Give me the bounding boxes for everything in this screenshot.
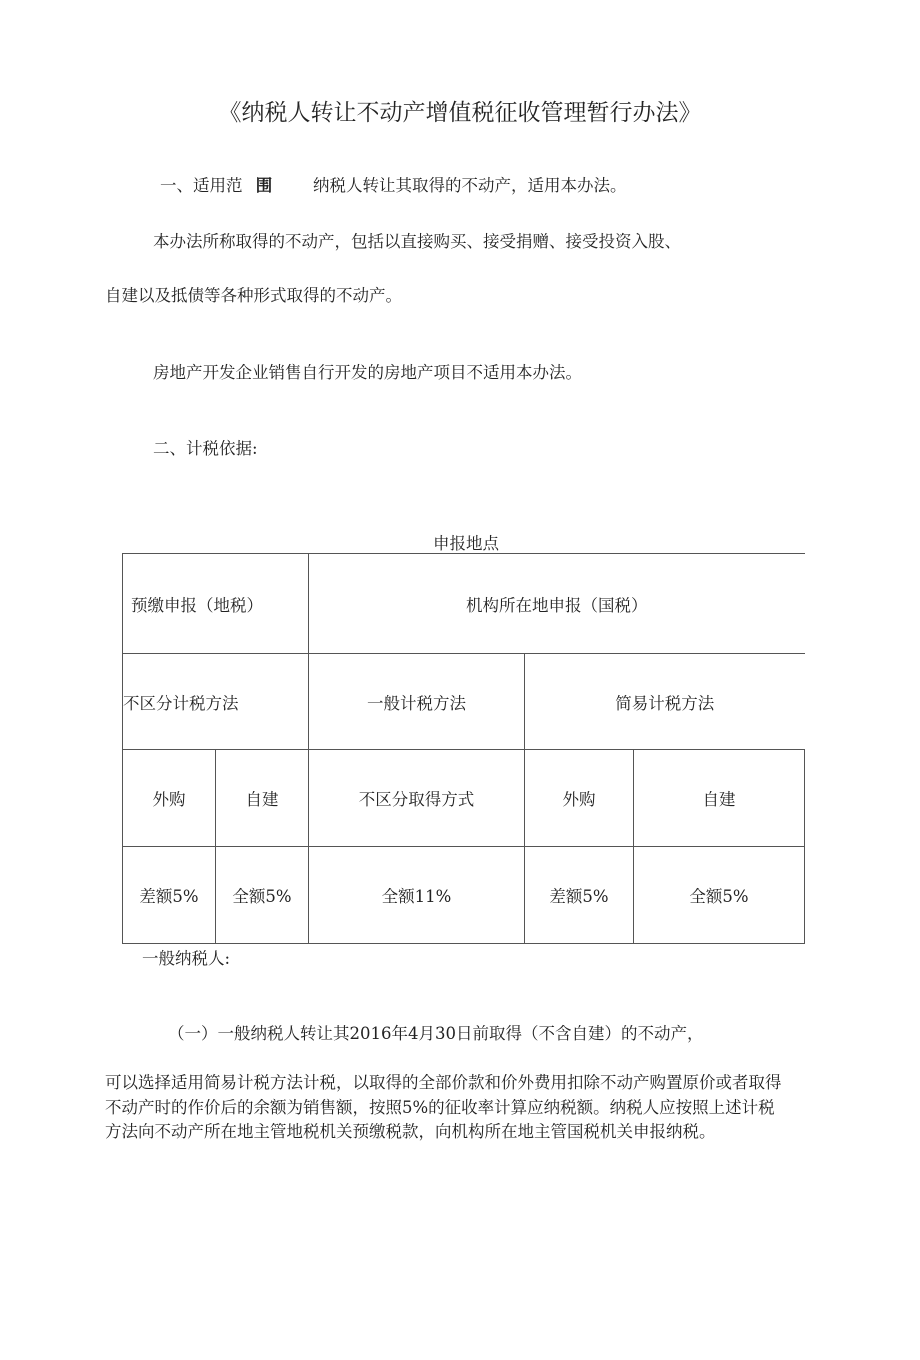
table-cell: 全额11% xyxy=(309,847,525,944)
table-cell: 差额5% xyxy=(525,847,634,944)
table-row xyxy=(123,554,805,654)
table-cell: 自建 xyxy=(634,750,805,847)
table-cell: 外购 xyxy=(123,750,216,847)
tax-basis-table xyxy=(122,553,805,944)
table-cell: 机构所在地申报（国税） xyxy=(309,554,805,654)
paragraph-2-line-2: 自建以及抵债等各种形式取得的不动产。 xyxy=(105,286,402,305)
section1-heading xyxy=(160,172,272,196)
document-title: 《纳税人转让不动产增值税征收管理暂行办法》 xyxy=(218,100,702,126)
section1-heading-bold-char: 围 xyxy=(255,176,273,195)
section1-text: 纳税人转让其取得的不动产，适用本办法。 xyxy=(313,176,627,195)
item1-line-1: （一）一般纳税人转让其2016年4月30日前取得（不含自建）的不动产， xyxy=(168,1024,704,1043)
section2-heading: 二、计税依据: xyxy=(153,439,258,458)
table-row xyxy=(123,750,805,847)
table-cell: 不区分取得方式 xyxy=(309,750,525,847)
table-row xyxy=(123,847,805,944)
paragraph-3: 房地产开发企业销售自行开发的房地产项目不适用本办法。 xyxy=(153,363,582,382)
table-cell: 自建 xyxy=(216,750,309,847)
table-cell: 外购 xyxy=(525,750,634,847)
table-cell: 预缴申报（地税） xyxy=(123,554,309,654)
section1-heading-text: 一、适用范 xyxy=(160,176,243,195)
table-cell: 全额5% xyxy=(216,847,309,944)
table-row xyxy=(123,654,805,750)
table-cell: 简易计税方法 xyxy=(525,654,805,750)
table-caption: 申报地点 xyxy=(433,534,499,553)
paragraph-2-line-1: 本办法所称取得的不动产，包括以直接购买、接受捐赠、接受投资入股、 xyxy=(153,232,681,251)
table-cell: 全额5% xyxy=(634,847,805,944)
table-cell: 不区分计税方法 xyxy=(123,654,309,750)
item1-block: 可以选择适用简易计税方法计税，以取得的全部价款和价外费用扣除不动产购置原价或者取得不动产时的作价后的余额为销售额，按照5%的征收率计算应纳税额。纳税人应按照上述计税方法向不动产所在地主管地税机关预缴税款，向机构所在地主管国税机关申报纳税。 xyxy=(105,1073,782,1141)
taxpayer-label: 一般纳税人: xyxy=(142,949,231,968)
table-cell: 差额5% xyxy=(123,847,216,944)
table-cell: 一般计税方法 xyxy=(309,654,525,750)
